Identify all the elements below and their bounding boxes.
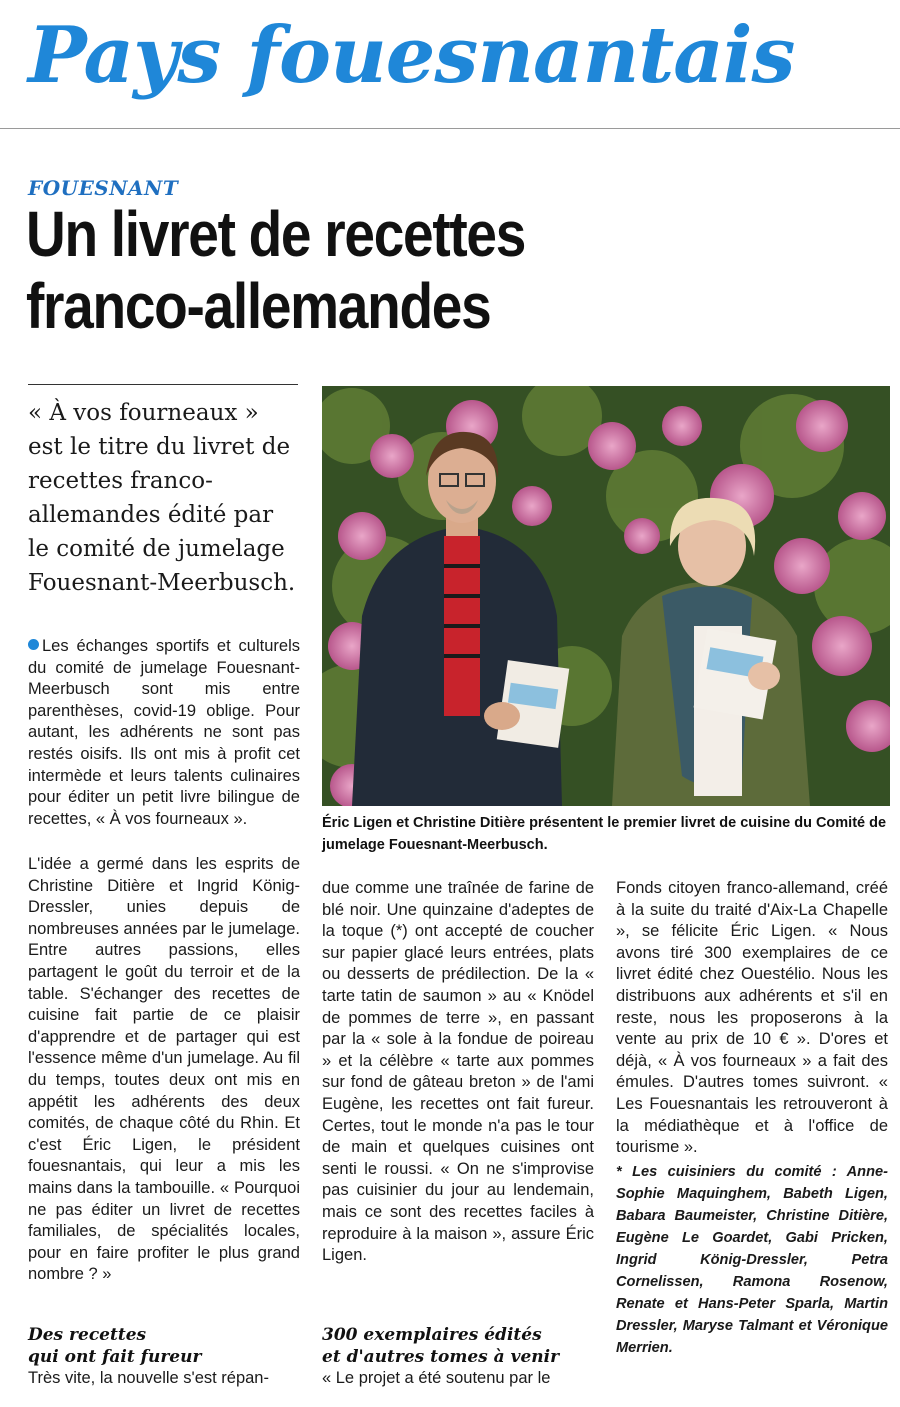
headline-line-1: Un livret de recettes — [26, 198, 526, 270]
article-headline — [26, 198, 766, 342]
subhead-2: 300 exemplaires édités et d'autres tomes à venir — [322, 1325, 560, 1367]
col2-paragraph-2: « Le projet a été soutenu par le — [322, 1369, 551, 1387]
section-title: Pays fouesnantais — [28, 10, 795, 101]
lede-rule — [28, 384, 298, 385]
subhead-1: Des recettes qui ont fait fureur — [28, 1325, 202, 1367]
col1-paragraph-3: Très vite, la nouvelle s'est répan- — [28, 1369, 269, 1387]
photo-illustration — [322, 386, 890, 806]
col1-paragraph-2: L'idée a germé dans les esprits de Christine Ditière et Ingrid König-Dressler, unies depuis de nombreuses années par le jumelage. Entre autres passions, elles partagent le goût du terroir et de la table. S'échanger des recettes de cuisine fait partie de ce plaisir d'apprendre et de partager qui est l'essence même d'un jumelage. Au fil du temps, toutes deux ont mis en appétit les adhérents des deux comités, de chaque côté du Rhin. Et c'est Éric Ligen, le président fouesnantais, qui leur a mis les mains dans la tambouille. « Pourquoi ne pas éditer un livret de recettes familiales, de spécialités locales, pour en faire profiter le plus grand nombre ? » — [28, 855, 300, 1284]
column-1-subhead-block — [28, 1324, 300, 1390]
headline-line-2: franco-allemandes — [26, 270, 491, 342]
col3-paragraph-1: Fonds citoyen franco-allemand, créé à la suite du traité d'Aix-La Chapelle », se félicite Éric Ligen. « Nous avons tiré 300 exemplaires de ce livret édité chez Ouestélio. Nous les distribuons aux adhérents et s'il en reste, nous les proposerons à la vente au prix de 10 € ». D'ores et déjà, « À vos fourneaux » a fait des émules. D'autres tomes suivront. « Les Fouesnantais les retrouveront à la médiathèque et à l'office de tourisme ». — [616, 879, 888, 1157]
column-2 — [322, 878, 594, 1267]
column-1 — [28, 636, 300, 830]
article-lede: « À vos fourneaux » est le titre du livret de recettes franco-allemandes édité par le comité de jumelage Fouesnant-Meerbusch. — [28, 400, 296, 596]
section-banner — [0, 0, 900, 129]
cooks-footnote: * Les cuisiniers du comité : Anne-Sophie Maquinghem, Babeth Ligen, Babara Baumeister, Christine Ditière, Eugène Le Goardet, Gabi Pricken, Ingrid König-Dressler, Petra Cornelissen, Ramona Rosenow, Renate et Hans-Peter Sparla, Martin Dressler, Maryse Talmant et Véronique Merrien. — [616, 1163, 888, 1356]
bullet-icon — [28, 639, 39, 650]
column-1-continued — [28, 854, 300, 1286]
col1-paragraph-1: Les échanges sportifs et culturels du comité de jumelage Fouesnant-Meerbusch sont mis entre parenthèses, covid-19 oblige. Pour autant, les adhérents ne sont pas restés oisifs. Ils ont mis à profit cet intermède et leurs talents culinaires pour éditer un petit livre bilingue de recettes, « À vos fourneaux ». — [28, 637, 300, 828]
article-photo — [322, 386, 890, 806]
column-3 — [616, 878, 888, 1359]
article-kicker: FOUESNANT — [28, 176, 179, 200]
column-2-subhead-block — [322, 1324, 594, 1390]
photo-caption: Éric Ligen et Christine Ditière présentent le premier livret de cuisine du Comité de jumelage Fouesnant-Meerbusch. — [322, 815, 887, 853]
col2-paragraph-1: due comme une traînée de farine de blé noir. Une quinzaine d'adeptes de la toque (*) ont accepté de coucher sur papier glacé leurs entrées, plats ou desserts de prédilection. De la « tarte tatin de saumon » au « Knödel de pommes de terre », en passant par la « sole à la fondue de poireau » et la célèbre « tarte aux pommes sur fond de gâteau breton » de l'ami Eugène, les recettes ont fait fureur. Certes, tout le monde n'a pas le tour de main et quelques cuisines ont senti le roussi. « On ne s'improvise pas cuisinier du jour au lendemain, mais ce sont des recettes faciles à reproduire à la maison », assure Éric Ligen. — [322, 879, 594, 1265]
